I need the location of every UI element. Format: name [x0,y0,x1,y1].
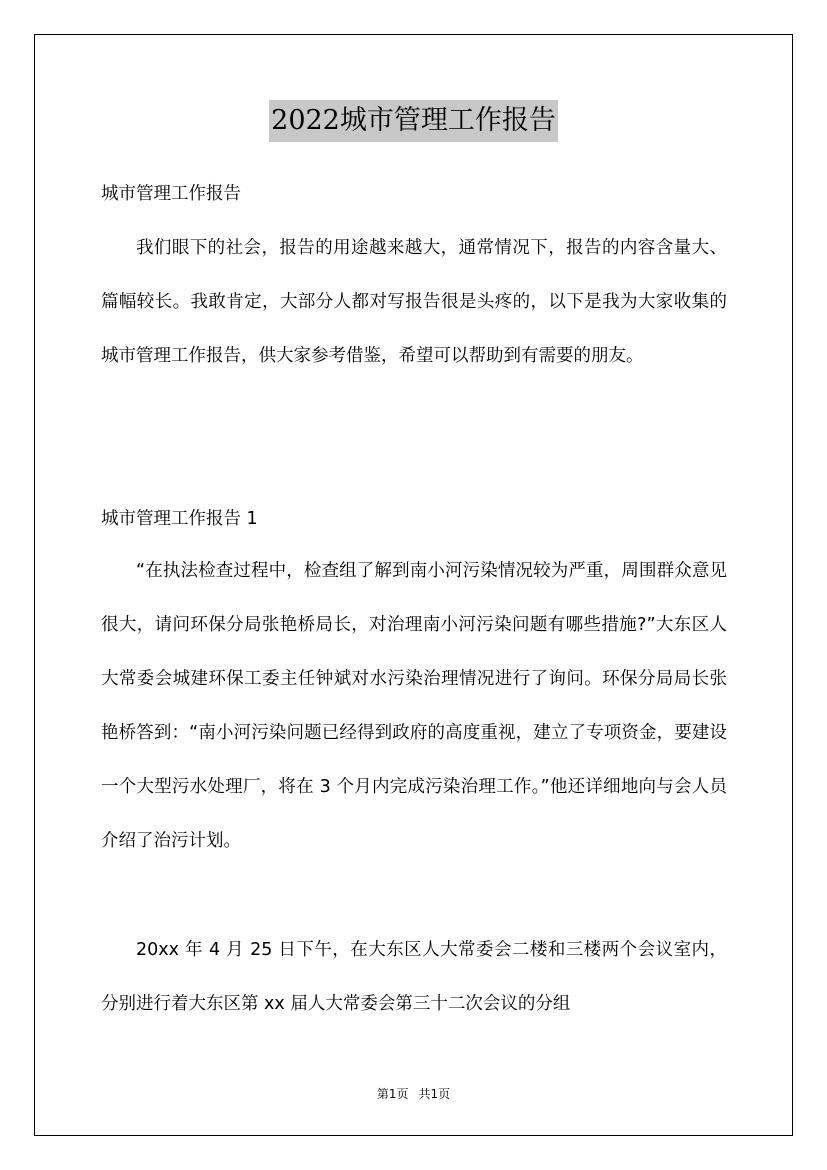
title-container [0,100,827,142]
document-subtitle: 城市管理工作报告 [101,184,241,204]
page-number: 第1页 [376,1087,409,1101]
page-total: 共1页 [418,1087,451,1101]
intro-paragraph: 我们眼下的社会，报告的用途越来越大，通常情况下，报告的内容含量大、篇幅较长。我敢肯定，大部分人都对写报告很是头疼的，以下是我为大家收集的城市管理工作报告，供大家参考借鉴，希望可以帮助到有需要的朋友。 [101,238,727,366]
document-title: 2022城市管理工作报告 [269,100,558,142]
page-footer [0,1085,827,1102]
section-heading: 城市管理工作报告 1 [101,509,258,529]
body-paragraph-2: 20xx 年 4 月 25 日下午，在大东区人大常委会二楼和三楼两个会议室内，分别进行着大东区第 xx 届人大常委会第三十二次会议的分组 [101,940,727,1014]
body-paragraph-1: “在执法检查过程中，检查组了解到南小河污染情况较为严重，周围群众意见很大，请问环保分局张艳桥局长，对治理南小河污染问题有哪些措施?”大东区人大常委会城建环保工委主任钟斌对水污染治理情况进行了询问。环保分局局长张艳桥答到：“南小河污染问题已经得到政府的高度重视，建立了专项资金，要建设一个大型污水处理厂，将在 3 个月内完成污染治理工作。”他还详细地向与会人员介绍了治污计划。 [101,561,727,851]
